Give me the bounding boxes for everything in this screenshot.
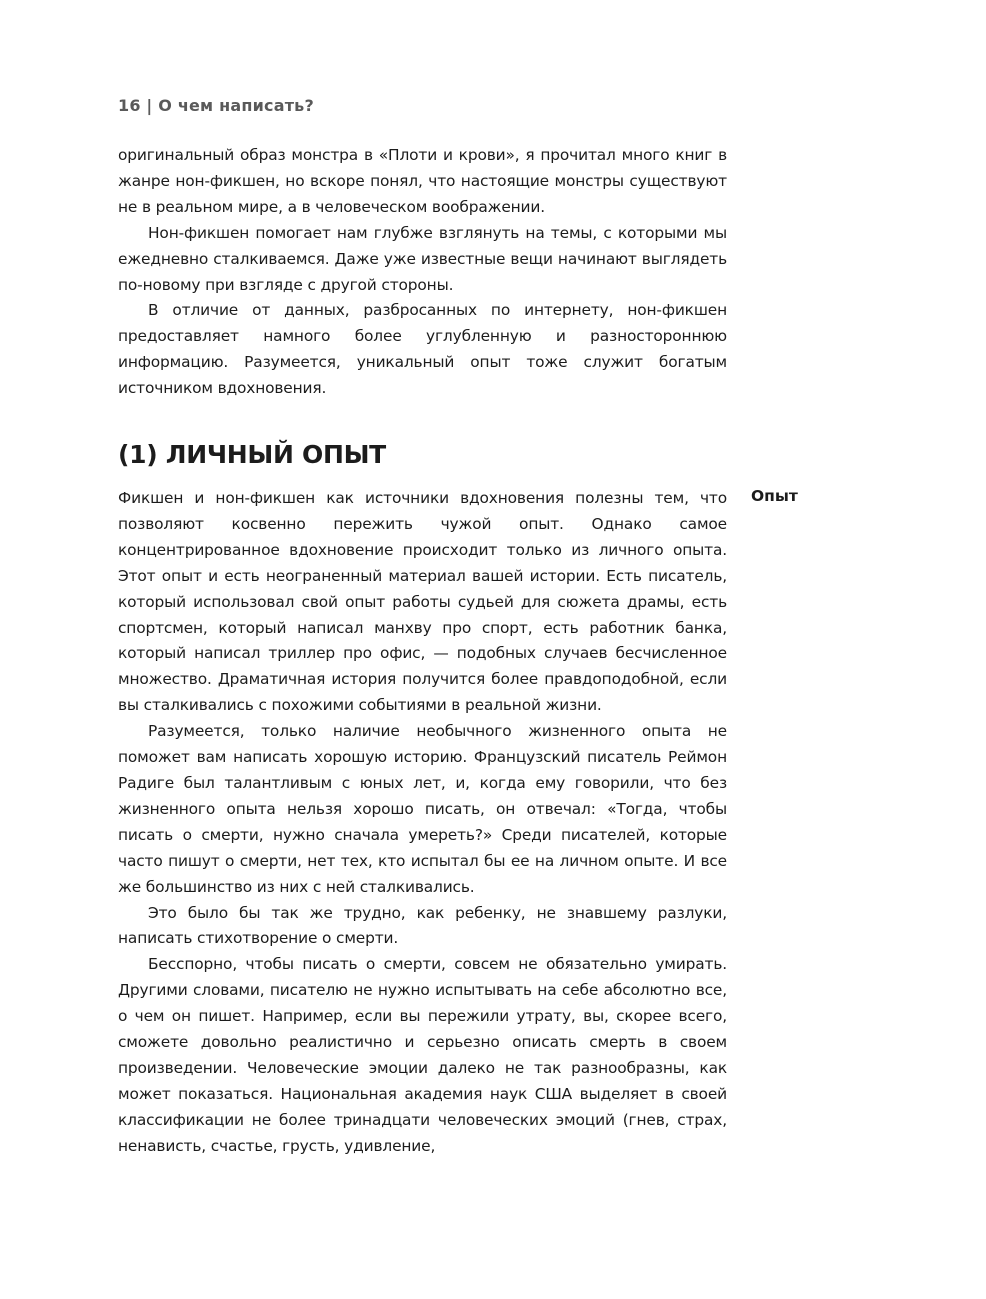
- paragraph: Это было бы так же трудно, как ребенку, не знавшему разлуки, написать стихотворение о смерти.: [118, 903, 727, 948]
- paragraph: оригинальный образ монстра в «Плоти и крови», я прочитал много книг в жанре нон-фикшен, но вскоре понял, что настоящие монстры существуют не в реальном мире, а в человеческом воображении.: [118, 146, 727, 216]
- running-header: 16 | О чем написать?: [118, 96, 314, 115]
- paragraph: В отличие от данных, разбросанных по интернету, нон-фикшен предоставляет намного более углубленную и разностороннюю информацию. Разумеется, уникальный опыт тоже служит богатым источником вдохновения.: [118, 301, 727, 398]
- section-text-block: [118, 486, 727, 1160]
- paragraph: Разумеется, только наличие необычного жизненного опыта не поможет вам написать хорошую историю. Французский писатель Реймон Радиге был талантливым с юных лет, и, когда ему говорили, что без жизненного опыта нельзя хорошо писать, он отвечал: «Тогда, чтобы писать о смерти, нужно сначала умереть?» Среди писателей, которые часто пишут о смерти, нет тех, кто испытал бы ее на личном опыте. И все же большинство из них с ней сталкивались.: [118, 722, 727, 896]
- paragraph: Фикшен и нон-фикшен как источники вдохновения полезны тем, что позволяют косвенно пережить чужой опыт. Однако самое концентрированное вдохновение происходит только из личного опыта. Этот опыт и есть неограненный материал вашей истории. Есть писатель, который использовал свой опыт работы судьей для сюжета драмы, есть спортсмен, который написал манхву про спорт, есть работник банка, который написал триллер про офис, — подобных случаев бесчисленное множество. Драматичная история получится более правдоподобной, если вы сталкивались с похожими событиями в реальной жизни.: [118, 489, 727, 715]
- paragraph: Нон-фикшен помогает нам глубже взглянуть на темы, с которыми мы ежедневно сталкиваемся. Даже уже известные вещи начинают выглядеть по-новому при взгляде с другой стороны.: [118, 223, 727, 294]
- section-heading: (1) ЛИЧНЫЙ ОПЫТ: [118, 440, 386, 469]
- paragraph: Бесспорно, чтобы писать о смерти, совсем не обязательно умирать. Другими словами, писателю не нужно испытывать на себе абсолютно все, о чем он пишет. Например, если вы пережили утрату, вы, скорее всего, сможете довольно реалистично и серьезно описать смерть в своем произведении. Человеческие эмоции далеко не так разнообразны, как может показаться. Национальная академия наук США выделяет в своей классификации не более тринадцати человеческих эмоций (гнев, страх, ненависть, счастье, грусть, удивление,: [118, 955, 727, 1155]
- margin-note: Опыт: [751, 487, 798, 505]
- intro-text-block: [118, 143, 727, 402]
